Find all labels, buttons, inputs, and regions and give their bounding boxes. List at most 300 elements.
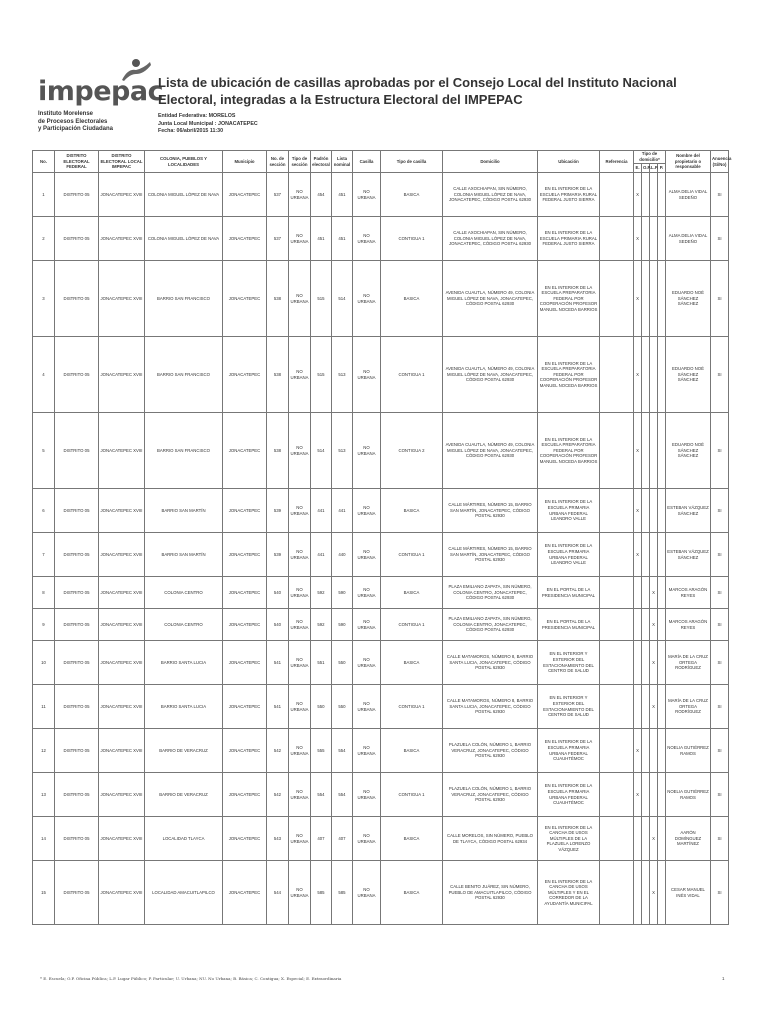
cell-tipo-escuela: X [634,413,642,489]
table-row [33,773,729,817]
cell-tipo-particular [658,773,666,817]
cell-colonia: BARRIO SAN FRANCISCO [145,261,223,337]
cell-tipo-particular [658,413,666,489]
cell-seccion: 537 [267,173,289,217]
cell-tipo-oficina-publica [642,641,650,685]
cell-row-number: 7 [33,533,55,577]
cell-anuencia: SI [711,817,729,861]
cell-domicilio: CALLE MÁRTIRES, NÚMERO 15, BARRIO SAN MARTÍN, JONACATEPEC, CÓDIGO POSTAL 62930 [443,533,538,577]
cell-domicilio: PLAZA EMILIANO ZAPATA, SIN NÚMERO, COLONIA CENTRO, JONACATEPEC, CÓDIGO POSTAL 62930 [443,609,538,641]
cell-seccion: 543 [267,817,289,861]
cell-referencia [600,261,634,337]
cell-ubicacion: EN EL INTERIOR Y EXTERIOR DEL ESTACIONAMIENTO DEL CENTRO DE SALUD [538,685,600,729]
cell-tipo-seccion: NO URBANA [289,413,311,489]
cell-colonia: BARRIO SAN MARTÍN [145,533,223,577]
cell-row-number: 5 [33,413,55,489]
cell-municipio: JONACATEPEC [223,609,267,641]
cell-domicilio: CALLE AXOCHIAPAN, SIN NÚMERO, COLONIA MIGUEL LÓPEZ DE NAVA, JONACATEPEC, CÓDIGO POSTAL 62930 [443,217,538,261]
cell-tipo-seccion: NO URBANA [289,861,311,925]
cell-casilla: NO URBANA [353,685,381,729]
cell-tipo-escuela: X [634,217,642,261]
cell-tipo-seccion: NO URBANA [289,685,311,729]
logo-subtitle: Instituto Morelense de Procesos Electorales y Participación Ciudadana [38,111,114,132]
cell-distrito-local: JONACATEPEC XVIII [99,173,145,217]
cell-lista-nominal: 441 [332,489,353,533]
cell-tipo-escuela [634,609,642,641]
cell-seccion: 538 [267,337,289,413]
cell-tipo-oficina-publica [642,217,650,261]
cell-tipo-lugar-publico: X [650,577,658,609]
cell-tipo-escuela [634,577,642,609]
cell-tipo-escuela: X [634,261,642,337]
cell-propietario: MARCOS ARAGÓN REYES [666,609,711,641]
cell-tipo-lugar-publico [650,337,658,413]
cell-referencia [600,729,634,773]
cell-padron: 441 [311,489,332,533]
cell-anuencia: SI [711,773,729,817]
cell-tipo-casilla: CONTIGUA 1 [381,533,443,577]
cell-row-number: 8 [33,577,55,609]
cell-distrito-local: JONACATEPEC XVIII [99,533,145,577]
cell-propietario: EDUARDO NOÉ SÁNCHEZ SÁNCHEZ [666,413,711,489]
cell-domicilio: PLAZA EMILIANO ZAPATA, SIN NÚMERO, COLONIA CENTRO, JONACATEPEC, CÓDIGO POSTAL 62930 [443,577,538,609]
cell-colonia: LOCALIDAD AMACUITLAPILCO [145,861,223,925]
cell-anuencia: SI [711,609,729,641]
cell-ubicacion: EN EL INTERIOR DE LA ESCUELA PREPARATORIA FEDERAL POR COOPERACIÓN PROFESOR MANUEL NOCEDA BARRIOS [538,337,600,413]
cell-tipo-oficina-publica [642,261,650,337]
cell-anuencia: SI [711,641,729,685]
cell-propietario: CESAR MANUEL INÉS VIDAL [666,861,711,925]
header-casilla: Casilla [353,151,381,173]
cell-colonia: COLONIA MIGUEL LÓPEZ DE NAVA [145,217,223,261]
cell-seccion: 542 [267,729,289,773]
cell-casilla: NO URBANA [353,577,381,609]
cell-colonia: COLONIA CENTRO [145,609,223,641]
cell-distrito-federal: DISTRITO 05 [55,609,99,641]
cell-anuencia: SI [711,173,729,217]
header-tipo-casilla: Tipo de casilla [381,151,443,173]
cell-tipo-escuela: X [634,337,642,413]
cell-propietario: MARCOS ARAGÓN REYES [666,577,711,609]
cell-lista-nominal: 513 [332,413,353,489]
footer-legend: * E. Escuela; O.P. Oficina Pública; L.P. Lugar Público; P. Particular; U. Urbana; NU. No Urbana; B. Básica; C. Contigua; X. Especial; E. Extraordinaria [40,976,342,981]
cell-tipo-seccion: NO URBANA [289,609,311,641]
cell-colonia: BARRIO SANTA LUCIA [145,685,223,729]
cell-tipo-casilla: BASICA [381,817,443,861]
cell-distrito-federal: DISTRITO 05 [55,641,99,685]
cell-lista-nominal: 590 [332,577,353,609]
cell-distrito-local: JONACATEPEC XVIII [99,413,145,489]
cell-tipo-escuela: X [634,489,642,533]
cell-tipo-lugar-publico [650,773,658,817]
cell-tipo-lugar-publico [650,217,658,261]
cell-padron: 592 [311,577,332,609]
cell-row-number: 14 [33,817,55,861]
cell-distrito-federal: DISTRITO 05 [55,773,99,817]
cell-padron: 592 [311,609,332,641]
cell-tipo-oficina-publica [642,685,650,729]
cell-tipo-oficina-publica [642,773,650,817]
cell-referencia [600,489,634,533]
cell-tipo-seccion: NO URBANA [289,217,311,261]
cell-tipo-casilla: BASICA [381,261,443,337]
header-sub-op: O.P. [642,164,650,173]
cell-row-number: 15 [33,861,55,925]
cell-seccion: 544 [267,861,289,925]
table-row [33,337,729,413]
cell-lista-nominal: 554 [332,773,353,817]
cell-ubicacion: EN EL INTERIOR DE LA CANCHA DE USOS MÚLTIPLES DE LA PLAZUELA LORENZO VÁZQUEZ [538,817,600,861]
cell-lista-nominal: 407 [332,817,353,861]
cell-tipo-lugar-publico [650,533,658,577]
cell-domicilio: AVENIDA CUAUTLA, NÚMERO 49, COLONIA MIGUEL LÓPEZ DE NAVA, JONACATEPEC, CÓDIGO POSTAL 62930 [443,413,538,489]
cell-casilla: NO URBANA [353,261,381,337]
cell-tipo-escuela: X [634,173,642,217]
cell-tipo-seccion: NO URBANA [289,533,311,577]
cell-tipo-seccion: NO URBANA [289,817,311,861]
header-referencia: Referencia [600,151,634,173]
cell-domicilio: AVENIDA CUAUTLA, NÚMERO 49, COLONIA MIGUEL LÓPEZ DE NAVA, JONACATEPEC, CÓDIGO POSTAL 62930 [443,261,538,337]
cell-tipo-lugar-publico [650,173,658,217]
cell-tipo-oficina-publica [642,577,650,609]
cell-tipo-particular [658,685,666,729]
cell-tipo-particular [658,577,666,609]
cell-tipo-lugar-publico [650,489,658,533]
cell-tipo-seccion: NO URBANA [289,773,311,817]
header-tipo-seccion: Tipo de sección [289,151,311,173]
cell-referencia [600,533,634,577]
cell-propietario: ESTEBAN VÁZQUEZ SÁNCHEZ [666,489,711,533]
cell-municipio: JONACATEPEC [223,729,267,773]
cell-row-number: 4 [33,337,55,413]
cell-ubicacion: EN EL PORTAL DE LA PRESIDENCIA MUNICIPAL [538,577,600,609]
cell-seccion: 537 [267,217,289,261]
cell-padron: 585 [311,861,332,925]
cell-tipo-particular [658,489,666,533]
cell-distrito-federal: DISTRITO 05 [55,489,99,533]
cell-municipio: JONACATEPEC [223,413,267,489]
cell-domicilio: CALLE MATAMOROS, NÚMERO 8, BARRIO SANTA LUCIA, JONACATEPEC, CÓDIGO POSTAL 62930 [443,641,538,685]
table-row [33,685,729,729]
cell-casilla: NO URBANA [353,337,381,413]
cell-distrito-federal: DISTRITO 05 [55,261,99,337]
table-body [33,173,729,925]
header-padron: Padrón electoral [311,151,332,173]
cell-propietario: MARÍA DE LA CRUZ ORTEGA RODRÍGUEZ [666,685,711,729]
cell-ubicacion: EN EL INTERIOR Y EXTERIOR DEL ESTACIONAMIENTO DEL CENTRO DE SALUD [538,641,600,685]
cell-distrito-federal: DISTRITO 05 [55,729,99,773]
cell-lista-nominal: 554 [332,729,353,773]
cell-distrito-local: JONACATEPEC XVIII [99,773,145,817]
cell-tipo-escuela [634,861,642,925]
cell-ubicacion: EN EL INTERIOR DE LA ESCUELA PRIMARIA URBANA FEDERAL LEANDRO VALLE [538,489,600,533]
header-distrito-federal: DISTRITO ELECTORAL FEDERAL [55,151,99,173]
cell-referencia [600,773,634,817]
cell-tipo-lugar-publico: X [650,817,658,861]
cell-padron: 407 [311,817,332,861]
cell-tipo-seccion: NO URBANA [289,489,311,533]
cell-tipo-escuela [634,685,642,729]
cell-lista-nominal: 514 [332,261,353,337]
cell-municipio: JONACATEPEC [223,337,267,413]
cell-tipo-oficina-publica [642,609,650,641]
cell-tipo-casilla: BASICA [381,729,443,773]
header-distrito-local: DISTRITO ELECTORAL LOCAL IMPEPAC [99,151,145,173]
cell-row-number: 11 [33,685,55,729]
cell-distrito-local: JONACATEPEC XVIII [99,729,145,773]
cell-anuencia: SI [711,413,729,489]
impepac-logo [38,58,164,138]
cell-propietario: ALMA DELIA VIDAL SEDEÑO [666,217,711,261]
cell-anuencia: SI [711,261,729,337]
cell-anuencia: SI [711,861,729,925]
cell-tipo-particular [658,533,666,577]
cell-municipio: JONACATEPEC [223,685,267,729]
cell-distrito-local: JONACATEPEC XVIII [99,261,145,337]
cell-casilla: NO URBANA [353,609,381,641]
header-seccion: No. de sección [267,151,289,173]
cell-municipio: JONACATEPEC [223,489,267,533]
cell-distrito-local: JONACATEPEC XVIII [99,641,145,685]
cell-seccion: 542 [267,773,289,817]
cell-tipo-oficina-publica [642,173,650,217]
cell-domicilio: CALLE BENITO JUÁREZ, SIN NÚMERO, PUEBLO DE AMACUITLAPILCO, CÓDIGO POSTAL 62930 [443,861,538,925]
cell-tipo-particular [658,729,666,773]
cell-row-number: 9 [33,609,55,641]
cell-casilla: NO URBANA [353,861,381,925]
table-row [33,533,729,577]
cell-seccion: 540 [267,577,289,609]
cell-municipio: JONACATEPEC [223,173,267,217]
cell-row-number: 1 [33,173,55,217]
cell-seccion: 538 [267,413,289,489]
cell-referencia [600,609,634,641]
cell-propietario: EDUARDO NOÉ SÁNCHEZ SÁNCHEZ [666,337,711,413]
cell-ubicacion: EN EL PORTAL DE LA PRESIDENCIA MUNICIPAL [538,609,600,641]
cell-colonia: COLONIA CENTRO [145,577,223,609]
cell-colonia: BARRIO SANTA LUCIA [145,641,223,685]
cell-tipo-particular [658,817,666,861]
cell-seccion: 541 [267,641,289,685]
cell-seccion: 538 [267,261,289,337]
cell-tipo-seccion: NO URBANA [289,337,311,413]
cell-anuencia: SI [711,729,729,773]
cell-tipo-casilla: BASICA [381,861,443,925]
cell-colonia: COLONIA MIGUEL LÓPEZ DE NAVA [145,173,223,217]
cell-lista-nominal: 451 [332,173,353,217]
table-row [33,861,729,925]
cell-domicilio: CALLE MÁRTIRES, NÚMERO 15, BARRIO SAN MARTÍN, JONACATEPEC, CÓDIGO POSTAL 62930 [443,489,538,533]
header-anuencia: Anuencia (Sí/No) [711,151,729,173]
cell-propietario: EDUARDO NOÉ SÁNCHEZ SÁNCHEZ [666,261,711,337]
cell-padron: 555 [311,729,332,773]
cell-propietario: MARÍA DE LA CRUZ ORTEGA RODRÍGUEZ [666,641,711,685]
cell-distrito-federal: DISTRITO 05 [55,413,99,489]
cell-anuencia: SI [711,217,729,261]
cell-row-number: 6 [33,489,55,533]
cell-colonia: BARRIO DE VERACRUZ [145,729,223,773]
cell-distrito-federal: DISTRITO 05 [55,685,99,729]
cell-distrito-local: JONACATEPEC XVIII [99,817,145,861]
cell-referencia [600,861,634,925]
cell-ubicacion: EN EL INTERIOR DE LA ESCUELA PRIMARIA URBANA FEDERAL LEANDRO VALLE [538,533,600,577]
table-row [33,817,729,861]
cell-domicilio: CALLE MORELOS, SIN NÚMERO, PUEBLO DE TLAYCA, CÓDIGO POSTAL 62934 [443,817,538,861]
cell-distrito-federal: DISTRITO 05 [55,217,99,261]
cell-tipo-particular [658,217,666,261]
cell-tipo-casilla: CONTIGUA 1 [381,773,443,817]
cell-tipo-lugar-publico: X [650,609,658,641]
cell-anuencia: SI [711,533,729,577]
cell-distrito-federal: DISTRITO 05 [55,817,99,861]
cell-distrito-federal: DISTRITO 05 [55,861,99,925]
cell-seccion: 539 [267,489,289,533]
cell-casilla: NO URBANA [353,729,381,773]
cell-lista-nominal: 550 [332,685,353,729]
cell-ubicacion: EN EL INTERIOR DE LA CANCHA DE USOS MÚLTIPLES Y EN EL CORREDOR DE LA AYUDANTÍA MUNICIPAL [538,861,600,925]
cell-tipo-particular [658,641,666,685]
cell-tipo-lugar-publico [650,261,658,337]
cell-row-number: 3 [33,261,55,337]
cell-anuencia: SI [711,685,729,729]
cell-row-number: 2 [33,217,55,261]
header-domicilio: Domicilio [443,151,538,173]
cell-propietario: NOELIA GUTIÉRREZ RAMOS [666,773,711,817]
cell-tipo-particular [658,609,666,641]
cell-tipo-seccion: NO URBANA [289,641,311,685]
cell-anuencia: SI [711,577,729,609]
casillas-table [32,150,732,925]
header-lista: Lista nominal [332,151,353,173]
cell-ubicacion: EN EL INTERIOR DE LA ESCUELA PRIMARIA RURAL FEDERAL JUSTO SIERRA [538,217,600,261]
header-ubicacion: Ubicación [538,151,600,173]
cell-ubicacion: EN EL INTERIOR DE LA ESCUELA PRIMARIA URBANA FEDERAL CUAUHTÉMOC [538,729,600,773]
cell-ubicacion: EN EL INTERIOR DE LA ESCUELA PRIMARIA RURAL FEDERAL JUSTO SIERRA [538,173,600,217]
header-sub-lp: L.P. [650,164,658,173]
cell-colonia: LOCALIDAD TLAYCA [145,817,223,861]
cell-tipo-escuela [634,817,642,861]
table-row [33,609,729,641]
table-row [33,577,729,609]
header-propietario: Nombre del propietario o responsable [666,151,711,173]
cell-tipo-lugar-publico: X [650,685,658,729]
header-tipo-domicilio: Tipo de domicilio* [634,151,666,164]
cell-referencia [600,217,634,261]
cell-ubicacion: EN EL INTERIOR DE LA ESCUELA PREPARATORIA FEDERAL POR COOPERACIÓN PROFESOR MANUEL NOCEDA BARRIOS [538,413,600,489]
cell-domicilio: CALLE AXOCHIAPAN, SIN NÚMERO, COLONIA MIGUEL LÓPEZ DE NAVA, JONACATEPEC, CÓDIGO POSTAL 62930 [443,173,538,217]
cell-tipo-seccion: NO URBANA [289,173,311,217]
cell-municipio: JONACATEPEC [223,533,267,577]
cell-ubicacion: EN EL INTERIOR DE LA ESCUELA PRIMARIA URBANA FEDERAL CUAUHTÉMOC [538,773,600,817]
cell-colonia: BARRIO SAN MARTÍN [145,489,223,533]
cell-padron: 441 [311,533,332,577]
cell-casilla: NO URBANA [353,173,381,217]
cell-tipo-lugar-publico [650,729,658,773]
cell-tipo-casilla: BASICA [381,173,443,217]
cell-municipio: JONACATEPEC [223,817,267,861]
table-row [33,641,729,685]
cell-municipio: JONACATEPEC [223,773,267,817]
cell-municipio: JONACATEPEC [223,217,267,261]
cell-propietario: AARÓN DOMÍNGUEZ MARTÍNEZ [666,817,711,861]
cell-distrito-local: JONACATEPEC XVIII [99,337,145,413]
cell-casilla: NO URBANA [353,533,381,577]
cell-row-number: 13 [33,773,55,817]
cell-ubicacion: EN EL INTERIOR DE LA ESCUELA PREPARATORIA FEDERAL POR COOPERACIÓN PROFESOR MANUEL NOCEDA BARRIOS [538,261,600,337]
cell-tipo-casilla: BASICA [381,641,443,685]
cell-referencia [600,577,634,609]
document-meta [158,113,258,136]
cell-lista-nominal: 585 [332,861,353,925]
cell-distrito-local: JONACATEPEC XVIII [99,577,145,609]
cell-municipio: JONACATEPEC [223,861,267,925]
cell-lista-nominal: 451 [332,217,353,261]
cell-distrito-federal: DISTRITO 05 [55,577,99,609]
cell-seccion: 539 [267,533,289,577]
cell-casilla: NO URBANA [353,489,381,533]
cell-tipo-casilla: CONTIGUA 2 [381,413,443,489]
cell-padron: 550 [311,685,332,729]
table-row [33,413,729,489]
cell-tipo-escuela: X [634,729,642,773]
cell-tipo-casilla: CONTIGUA 1 [381,685,443,729]
cell-tipo-seccion: NO URBANA [289,577,311,609]
cell-tipo-oficina-publica [642,489,650,533]
header-municipio: Municipio [223,151,267,173]
cell-tipo-escuela: X [634,533,642,577]
cell-row-number: 10 [33,641,55,685]
cell-seccion: 541 [267,685,289,729]
cell-propietario: ALMA DELIA VIDAL SEDEÑO [666,173,711,217]
header-sub-e: E. [634,164,642,173]
cell-referencia [600,173,634,217]
cell-municipio: JONACATEPEC [223,641,267,685]
cell-distrito-local: JONACATEPEC XVIII [99,609,145,641]
cell-casilla: NO URBANA [353,817,381,861]
table-row [33,489,729,533]
cell-referencia [600,641,634,685]
header-sub-p: P. [658,164,666,173]
table-row [33,261,729,337]
cell-tipo-oficina-publica [642,337,650,413]
cell-referencia [600,685,634,729]
table-row [33,729,729,773]
cell-tipo-casilla: CONTIGUA 1 [381,609,443,641]
cell-lista-nominal: 550 [332,641,353,685]
cell-referencia [600,337,634,413]
header-no: No. [33,151,55,173]
cell-propietario: ESTEBAN VÁZQUEZ SÁNCHEZ [666,533,711,577]
cell-tipo-casilla: BASICA [381,489,443,533]
cell-tipo-seccion: NO URBANA [289,729,311,773]
cell-domicilio: PLAZUELA COLÓN, NÚMERO 1, BARRIO VERACRUZ, JONACATEPEC, CÓDIGO POSTAL 62930 [443,729,538,773]
cell-casilla: NO URBANA [353,413,381,489]
cell-referencia [600,413,634,489]
cell-tipo-oficina-publica [642,861,650,925]
cell-tipo-oficina-publica [642,413,650,489]
cell-seccion: 540 [267,609,289,641]
table-row [33,217,729,261]
cell-row-number: 12 [33,729,55,773]
cell-tipo-lugar-publico: X [650,641,658,685]
header-colonia: COLONIA, PUEBLOS Y LOCALIDADES [145,151,223,173]
cell-tipo-particular [658,173,666,217]
fecha-line: Fecha: 06/abril/2015 11:30 [158,128,224,134]
cell-distrito-local: JONACATEPEC XVIII [99,217,145,261]
cell-referencia [600,817,634,861]
cell-tipo-escuela [634,641,642,685]
junta-line: Junta Local Municipal : JONACATEPEC [158,120,258,127]
